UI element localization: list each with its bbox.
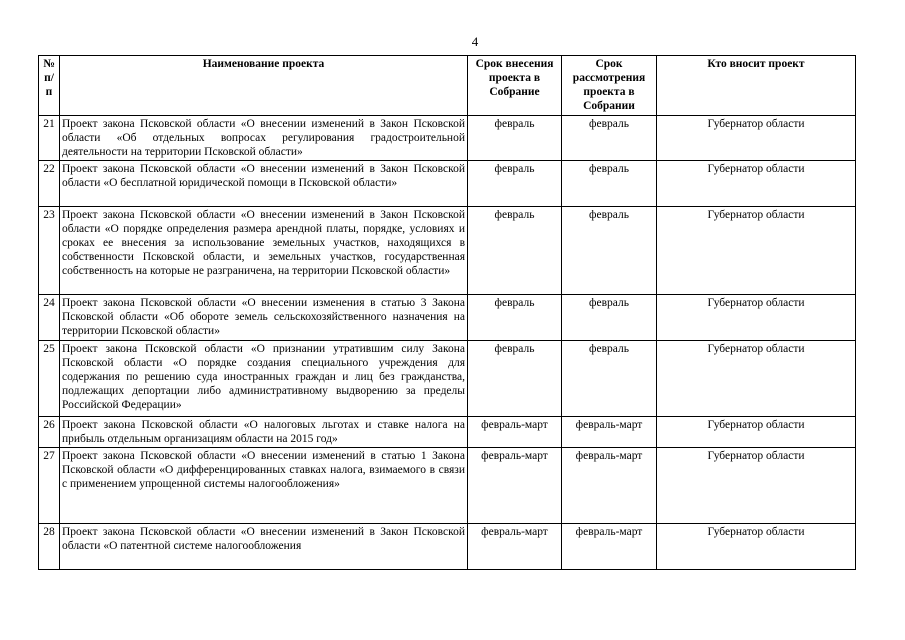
- row-initiator: Губернатор области: [657, 161, 856, 207]
- header-num: № п/п: [39, 56, 60, 116]
- row-name: Проект закона Псковской области «О признании утратившим силу Закона Псковской области «О порядке создания специального учреждения для содержания по решению суда иностранных граждан и лиц без гражданства, подлежащих депортации либо административному выдворению за пределы Российской Федерации»: [60, 341, 468, 417]
- header-review: Срок рассмотрения проекта в Собрании: [562, 56, 657, 116]
- row-name: Проект закона Псковской области «О внесении изменений в Закон Псковской области «О бесплатной юридической помощи в Псковской области»: [60, 161, 468, 207]
- row-num: 27: [39, 448, 60, 524]
- row-name: Проект закона Псковской области «О внесении изменений в Закон Псковской области «О патентной системе налогообложения: [60, 524, 468, 570]
- row-name: Проект закона Псковской области «О внесении изменений в статью 1 Закона Псковской области «О дифференцированных ставках налога, взимаемого в связи с применением упрощенной системы налогообложения»: [60, 448, 468, 524]
- header-initiator: Кто вносит проект: [657, 56, 856, 116]
- table-row: [39, 341, 856, 417]
- row-num: 26: [39, 417, 60, 448]
- header-name: Наименование проекта: [60, 56, 468, 116]
- table-row: [39, 448, 856, 524]
- row-review: февраль-март: [562, 417, 657, 448]
- row-submit: февраль: [468, 207, 562, 295]
- row-num: 24: [39, 295, 60, 341]
- row-initiator: Губернатор области: [657, 448, 856, 524]
- row-submit: февраль-март: [468, 448, 562, 524]
- row-num: 25: [39, 341, 60, 417]
- row-name: Проект закона Псковской области «О налоговых льготах и ставке налога на прибыль отдельным организациям области на 2015 год»: [60, 417, 468, 448]
- row-review: февраль: [562, 295, 657, 341]
- row-initiator: Губернатор области: [657, 417, 856, 448]
- header-submit: Срок внесения проекта в Собрание: [468, 56, 562, 116]
- row-name: Проект закона Псковской области «О внесении изменения в статью 3 Закона Псковской области «Об обороте земель сельскохозяйственного назначения на территории Псковской области»: [60, 295, 468, 341]
- row-review: февраль-март: [562, 448, 657, 524]
- row-name: Проект закона Псковской области «О внесении изменений в Закон Псковской области «Об отдельных вопросах регулирования градостроительной деятельности на территории Псковской области»: [60, 116, 468, 161]
- row-submit: февраль: [468, 295, 562, 341]
- table-row: [39, 207, 856, 295]
- row-initiator: Губернатор области: [657, 341, 856, 417]
- row-review: февраль: [562, 207, 657, 295]
- table-header-row: [39, 56, 856, 116]
- table-row: [39, 417, 856, 448]
- table-row: [39, 295, 856, 341]
- table-row: [39, 524, 856, 570]
- row-initiator: Губернатор области: [657, 116, 856, 161]
- table-row: [39, 161, 856, 207]
- row-review: февраль: [562, 341, 657, 417]
- row-name: Проект закона Псковской области «О внесении изменений в Закон Псковской области «О порядке определения размера арендной платы, порядке, условиях и сроках ее внесения за использование земельных участков, находящихся в собственности Псковской области, и земельных участков, государственная собственность на которые не разграничена, на территории Псковской области»: [60, 207, 468, 295]
- table-row: [39, 116, 856, 161]
- row-submit: февраль-март: [468, 524, 562, 570]
- row-submit: февраль: [468, 341, 562, 417]
- row-submit: февраль: [468, 116, 562, 161]
- row-review: февраль: [562, 116, 657, 161]
- page-number: 4: [471, 34, 479, 49]
- row-num: 21: [39, 116, 60, 161]
- row-initiator: Губернатор области: [657, 524, 856, 570]
- row-submit: февраль-март: [468, 417, 562, 448]
- row-submit: февраль: [468, 161, 562, 207]
- row-num: 23: [39, 207, 60, 295]
- row-num: 28: [39, 524, 60, 570]
- row-initiator: Губернатор области: [657, 295, 856, 341]
- row-review: февраль: [562, 161, 657, 207]
- row-review: февраль-март: [562, 524, 657, 570]
- row-num: 22: [39, 161, 60, 207]
- row-initiator: Губернатор области: [657, 207, 856, 295]
- legislation-plan-table: [38, 55, 856, 570]
